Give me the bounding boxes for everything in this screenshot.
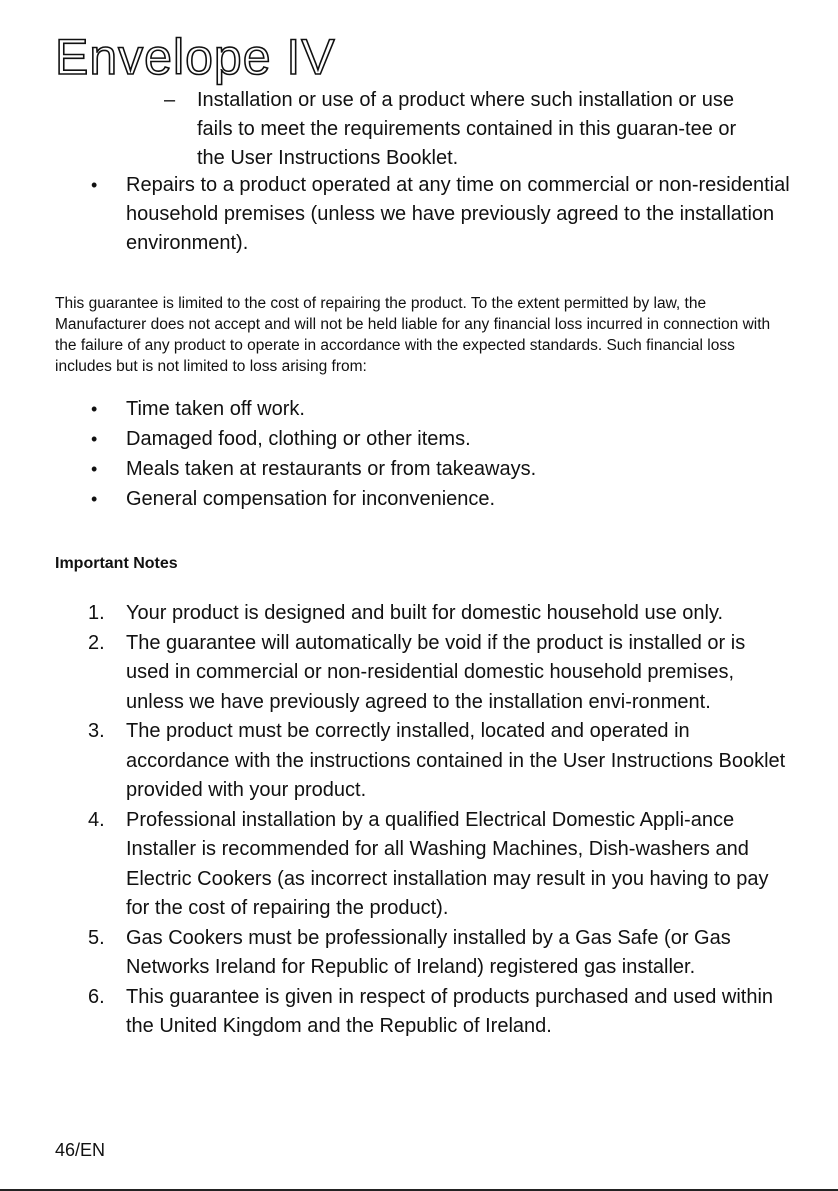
list-item-text: This guarantee is given in respect of products purchased and used within the United Kingdom and the Republic of Ireland. [126, 985, 774, 1037]
notes-list [88, 599, 788, 1042]
list-item-text: Gas Cookers must be professionally installed by a Gas Safe (or Gas Networks Ireland for Republic of Ireland) registered gas installer. [126, 926, 731, 978]
bullet-icon: • [91, 429, 98, 449]
list-item [90, 484, 790, 514]
list-item-text: General compensation for inconvenience. [126, 488, 496, 510]
list-item [90, 171, 790, 258]
list-item [88, 806, 788, 924]
list-item-text: The guarantee will automatically be void if the product is installed or is used in commercial or non-residential domestic household premises, unless we have previously agreed to the installation envi-ronment. [126, 631, 746, 713]
list-number: 4. [88, 808, 105, 831]
list-number: 6. [88, 985, 105, 1008]
bullet-icon: • [91, 175, 98, 195]
list-item-text: Your product is designed and built for domestic household use only. [126, 602, 724, 624]
bullet-icon: • [91, 459, 98, 479]
list-item-text: Time taken off work. [126, 398, 305, 420]
list-item-text: The product must be correctly installed, located and operated in accordance with the instructions contained in the User Instructions Booklet provided with your product. [126, 720, 786, 801]
list-item [90, 394, 790, 424]
exclusion-sub-item-text: Installation or use of a product where such installation or use fails to meet the requirements contained in this guaran-tee or the User Instructions Booklet. [197, 89, 737, 169]
list-item [88, 599, 788, 629]
list-item-text: Repairs to a product operated at any time on commercial or non-residential household premises (unless we have previously agreed to the installation environment). [126, 174, 790, 254]
section-heading: Important Notes [55, 555, 178, 572]
list-item-text: Professional installation by a qualified Electrical Domestic Appli-ance Installer is recommended for all Washing Machines, Dish-washers and Electric Cookers (as incorrect installation may result in you having to pay for the cost of repairing the product). [126, 808, 769, 919]
list-number: 5. [88, 926, 105, 949]
list-number: 1. [88, 602, 105, 624]
exclusion-sub-item [164, 86, 764, 173]
loss-list [90, 394, 790, 514]
page-title: Envelope IV [55, 29, 336, 85]
list-item-text: Meals taken at restaurants or from takeaways. [126, 458, 537, 480]
list-item [88, 983, 788, 1042]
list-item-text: Damaged food, clothing or other items. [126, 428, 471, 450]
list-item [90, 424, 790, 454]
dash-marker: – [164, 89, 176, 111]
list-item [88, 629, 788, 718]
list-number: 3. [88, 720, 105, 742]
list-number: 2. [88, 631, 105, 654]
list-item [90, 454, 790, 484]
page-number: 46/EN [55, 1140, 106, 1160]
bullet-icon: • [91, 489, 98, 509]
list-item [88, 717, 788, 806]
exclusion-list [90, 171, 790, 258]
bullet-icon: • [91, 399, 98, 419]
list-item [88, 924, 788, 983]
liability-paragraph: This guarantee is limited to the cost of repairing the product. To the extent permitted by law, the Manufacturer does not accept and will not be held liable for any financial loss incurred in connection with the failure of any product to operate in accordance with the expected standards. Such financial loss includes but is not limited to loss arising from: [55, 294, 771, 375]
